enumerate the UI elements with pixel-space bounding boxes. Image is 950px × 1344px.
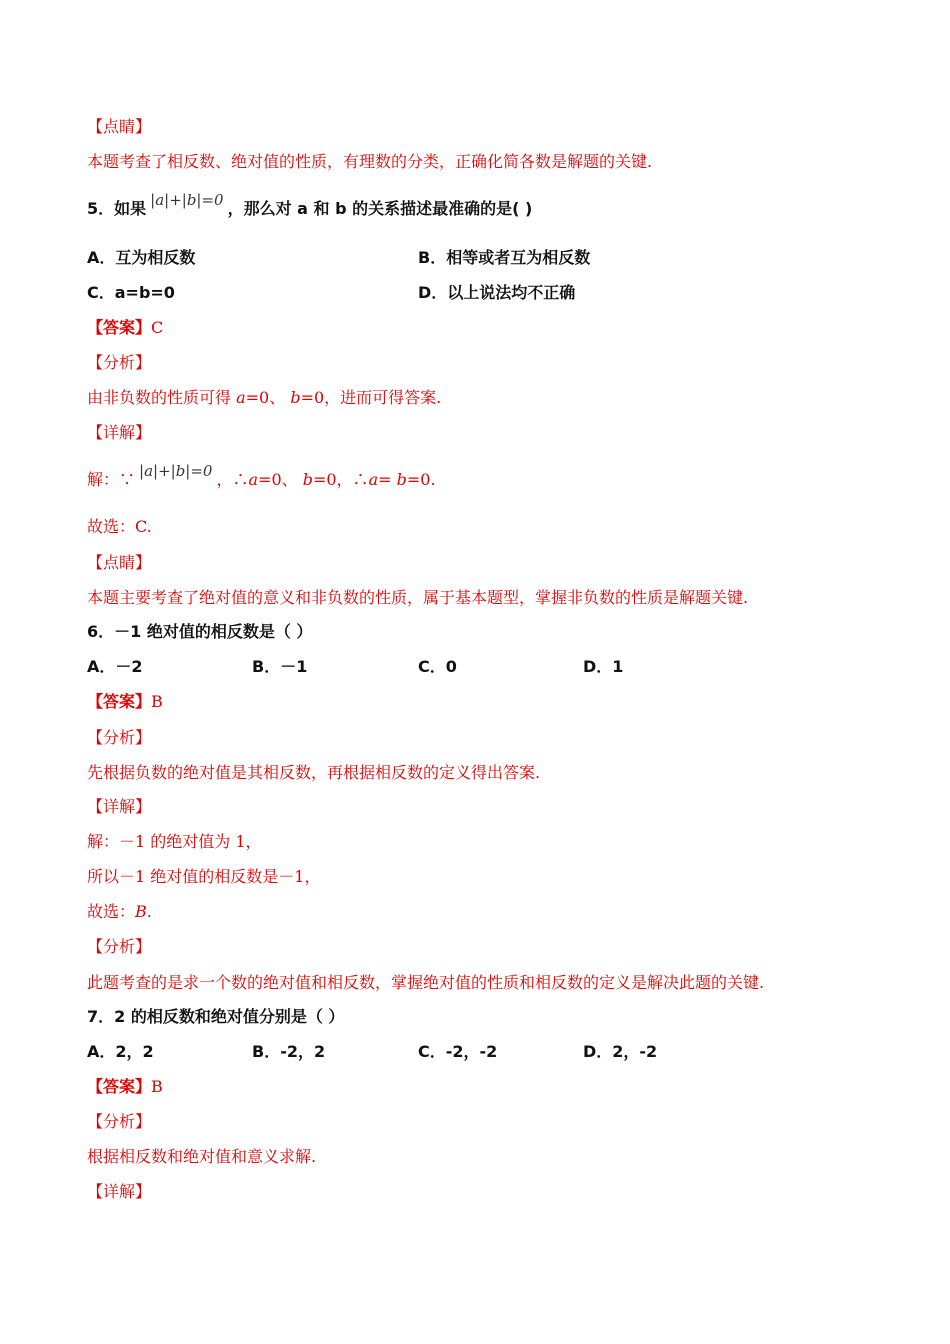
q7-option-d: D．2，-2 bbox=[583, 1042, 658, 1061]
q7-fenxi-label: 【分析】 bbox=[87, 1112, 152, 1131]
q6-option-b: B．－1 bbox=[252, 657, 308, 676]
q5-dianjing-label: 【点睛】 bbox=[87, 553, 152, 572]
q5-fenxi-text: 由非负数的性质可得 a=0、 b=0，进而可得答案. bbox=[87, 388, 442, 407]
q5-option-a: A．互为相反数 bbox=[87, 248, 196, 267]
q6-solution-line-1: 解：－1 的绝对值为 1， bbox=[87, 832, 262, 851]
q7-option-c: C．-2，-2 bbox=[418, 1042, 498, 1061]
q5-option-c: C．a=b=0 bbox=[87, 283, 175, 302]
q7-option-b: B．-2，2 bbox=[252, 1042, 326, 1061]
q5-fenxi-label: 【分析】 bbox=[87, 353, 152, 372]
q6-option-c: C．0 bbox=[418, 657, 457, 676]
q6-fenxi-text: 先根据负数的绝对值是其相反数，再根据相反数的定义得出答案. bbox=[87, 763, 541, 782]
question-5: 5．如果 |a|+|b|=0 ，那么对 a 和 b 的关系描述最准确的是( ) bbox=[87, 191, 533, 218]
q7-option-a: A．2，2 bbox=[87, 1042, 154, 1061]
dianjing-text: 本题考查了相反数、绝对值的性质，有理数的分类，正确化简各数是解题的关键. bbox=[87, 152, 653, 171]
section-label-dianjing: 【点睛】 bbox=[87, 117, 152, 136]
q6-choice: 故选：B. bbox=[87, 902, 152, 921]
abs-formula: |a|+|b|=0 bbox=[139, 462, 213, 480]
q5-option-b: B．相等或者互为相反数 bbox=[418, 248, 591, 267]
q6-fenxi-label: 【分析】 bbox=[87, 728, 152, 747]
q5-solution: 解：∵ |a|+|b|=0 ，∴a=0、 b=0，∴a= b=0. bbox=[87, 462, 436, 489]
q7-xiangjie-label: 【详解】 bbox=[87, 1182, 152, 1201]
q6-option-d: D．1 bbox=[583, 657, 624, 676]
q6-answer: 【答案】B bbox=[87, 692, 163, 711]
q5-answer: 【答案】C bbox=[87, 318, 164, 337]
q7-fenxi-text: 根据相反数和绝对值和意义求解. bbox=[87, 1147, 317, 1166]
q5-choice: 故选：C. bbox=[87, 517, 152, 536]
q6-fenxi2-text: 此题考查的是求一个数的绝对值和相反数，掌握绝对值的性质和相反数的定义是解决此题的关键. bbox=[87, 973, 765, 992]
question-7: 7．2 的相反数和绝对值分别是（ ） bbox=[87, 1007, 345, 1026]
q6-fenxi2-label: 【分析】 bbox=[87, 937, 152, 956]
question-6: 6．－1 绝对值的相反数是（ ） bbox=[87, 622, 313, 641]
q6-option-a: A．－2 bbox=[87, 657, 143, 676]
q6-xiangjie-label: 【详解】 bbox=[87, 797, 152, 816]
q5-option-d: D．以上说法均不正确 bbox=[418, 283, 576, 302]
q7-answer: 【答案】B bbox=[87, 1077, 163, 1096]
abs-formula: |a|+|b|=0 bbox=[150, 191, 224, 209]
q5-xiangjie-label: 【详解】 bbox=[87, 423, 152, 442]
q6-solution-line-2: 所以－1 绝对值的相反数是－1， bbox=[87, 867, 321, 886]
q5-dianjing-text: 本题主要考查了绝对值的意义和非负数的性质，属于基本题型，掌握非负数的性质是解题关键. bbox=[87, 588, 749, 607]
